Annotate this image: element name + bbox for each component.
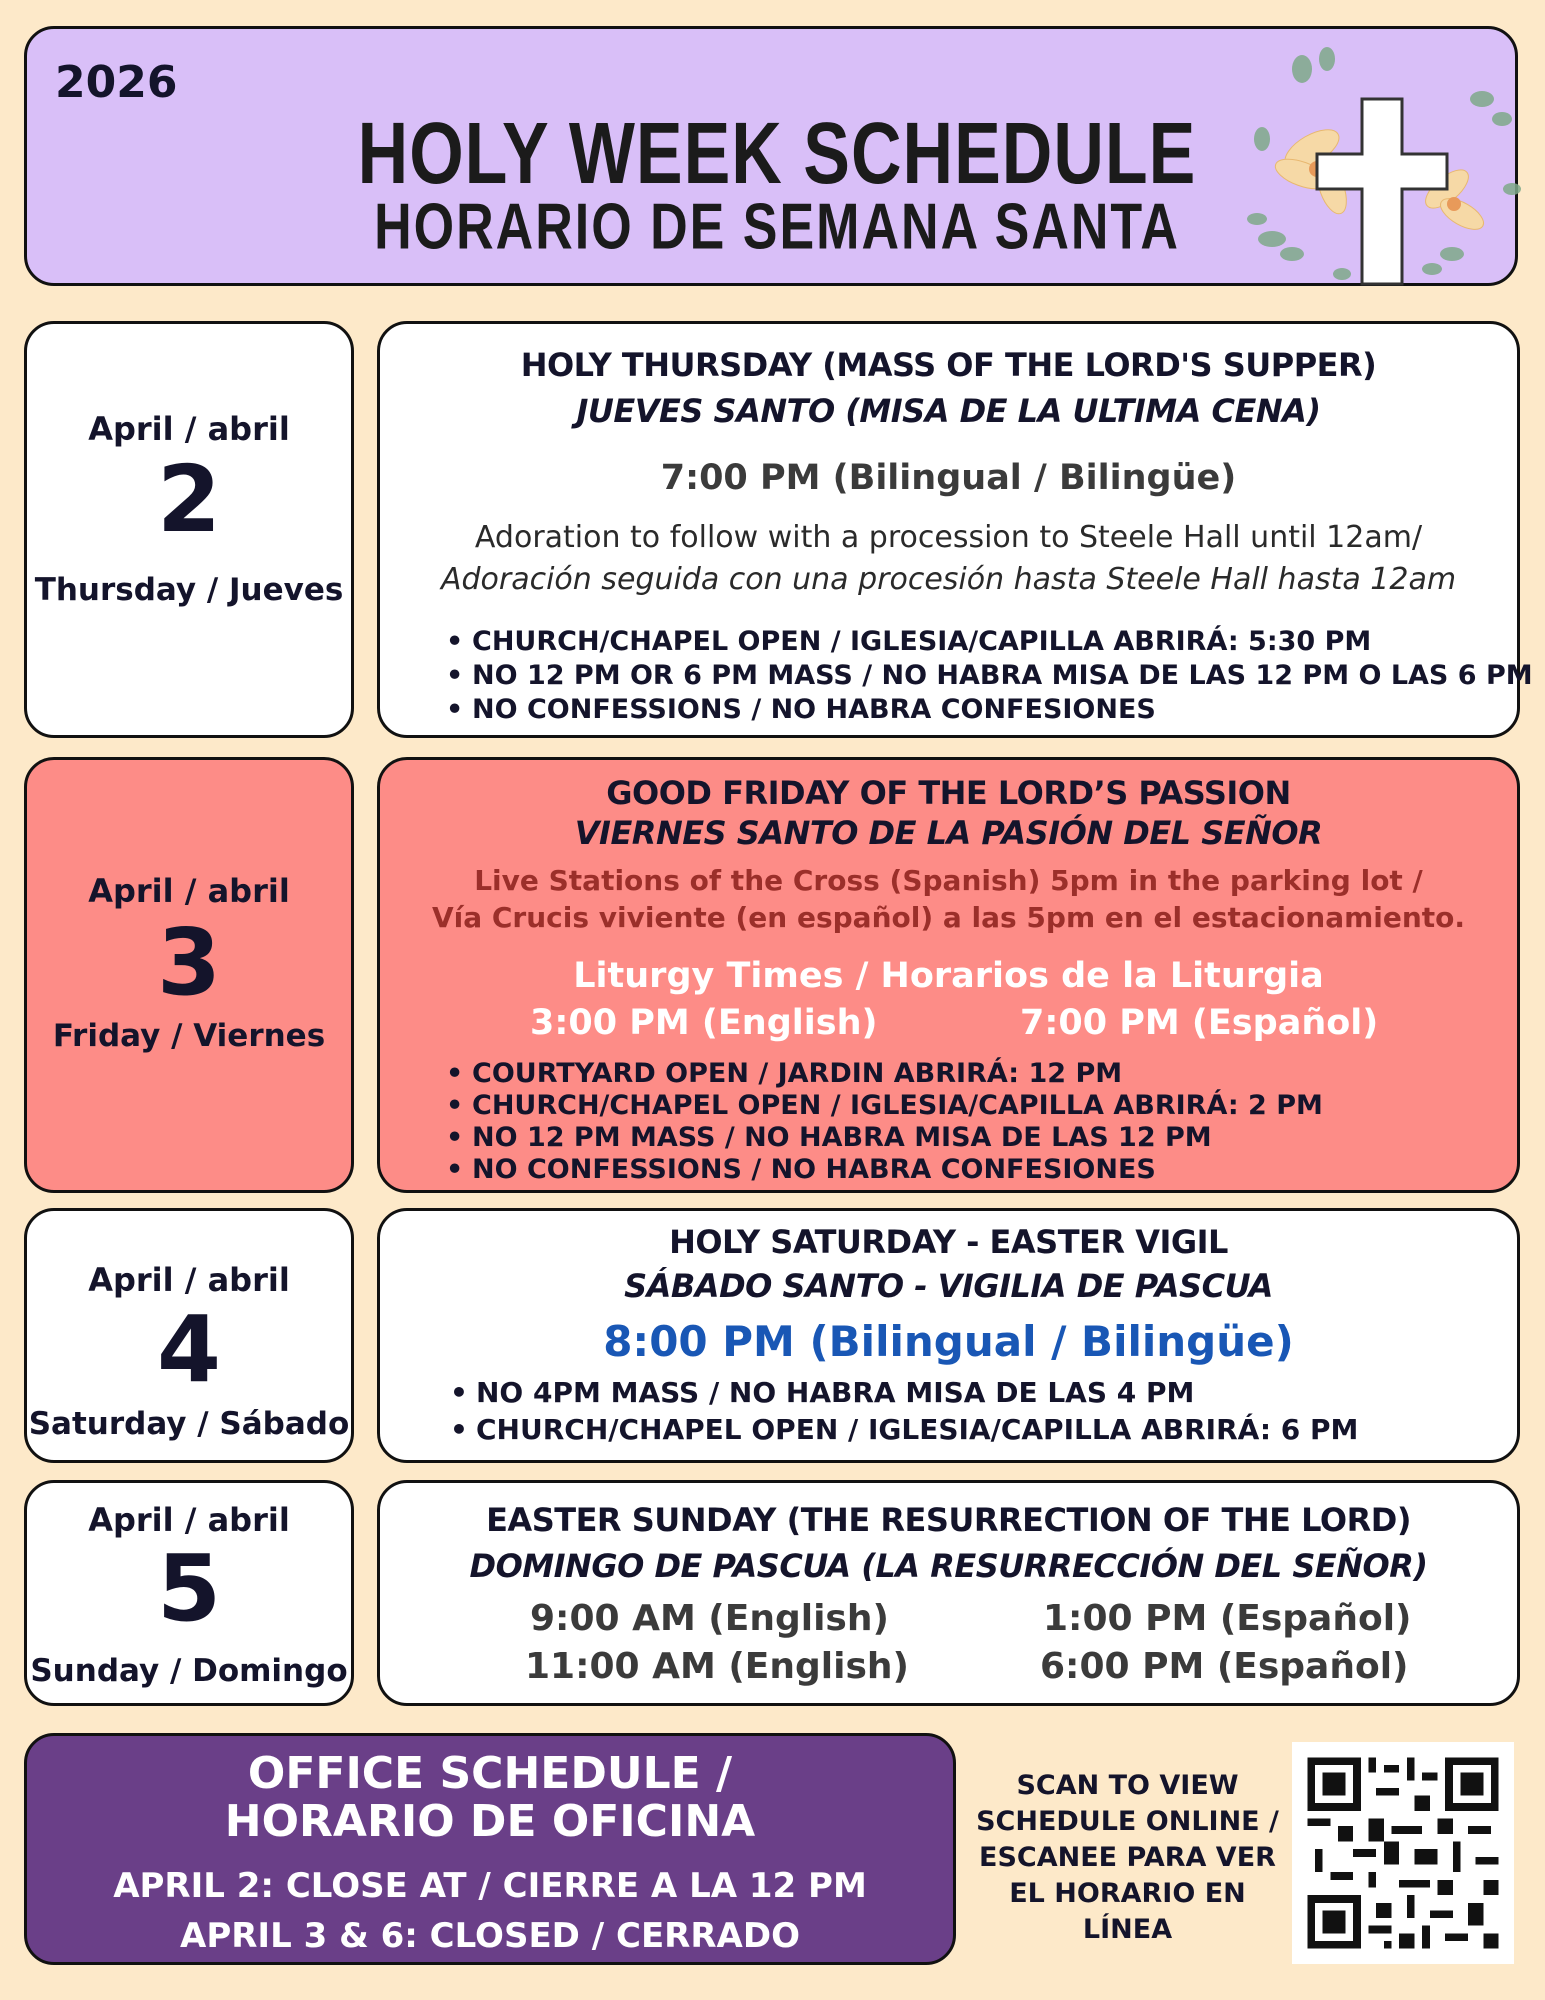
event-title-es: SÁBADO SANTO - VIGILIA DE PASCUA — [624, 1267, 1273, 1305]
office-title: OFFICE SCHEDULE / — [247, 1748, 733, 1799]
header-banner — [24, 26, 1518, 286]
event-bullets — [442, 1374, 1358, 1448]
date-month: April / abril — [88, 1261, 290, 1299]
mass-time: 11:00 AM (English) — [525, 1646, 909, 1687]
scan-line: LÍNEA — [1082, 1914, 1173, 1945]
mass-time: 1:00 PM (Español) — [1043, 1598, 1412, 1639]
event-card-easter-vigil — [377, 1208, 1520, 1463]
date-number: 4 — [156, 1296, 221, 1403]
scan-line: ESCANEE PARA VER — [979, 1842, 1276, 1873]
list-item: • NO CONFESSIONS / NO HABRA CONFESIONES — [438, 693, 1533, 727]
date-weekday: Friday / Viernes — [52, 1018, 326, 1054]
event-bullets — [438, 1058, 1323, 1186]
page-title: HOLY WEEK SCHEDULE — [357, 104, 1197, 202]
event-title: GOOD FRIDAY OF THE LORD’S PASSION — [606, 774, 1291, 812]
list-item: • NO 12 PM MASS / NO HABRA MISA DE LAS 12 PM — [438, 1122, 1323, 1154]
cross-with-flowers-icon — [1232, 39, 1532, 289]
event-bullets — [438, 625, 1533, 727]
event-title: EASTER SUNDAY (THE RESURRECTION OF THE LORD) — [486, 1501, 1411, 1539]
list-item: • CHURCH/CHAPEL OPEN / IGLESIA/CAPILLA ABRIRÁ: 2 PM — [438, 1090, 1323, 1122]
liturgy-time-en: 3:00 PM (English) — [530, 1003, 878, 1043]
office-schedule-card — [24, 1733, 956, 1965]
stations-note-es: Vía Crucis viviente (en español) a las 5pm en el estacionamiento. — [431, 901, 1466, 934]
stations-note: Live Stations of the Cross (Spanish) 5pm in the parking lot / — [474, 864, 1423, 897]
mass-time: 6:00 PM (Español) — [1040, 1646, 1409, 1687]
date-number: 5 — [156, 1535, 221, 1642]
scan-line: EL HORARIO EN — [1009, 1878, 1246, 1909]
page-subtitle: HORARIO DE SEMANA SANTA — [374, 190, 1180, 264]
scan-line: SCHEDULE ONLINE / — [976, 1806, 1279, 1837]
list-item: • CHURCH/CHAPEL OPEN / IGLESIA/CAPILLA ABRIRÁ: 6 PM — [442, 1411, 1358, 1448]
scan-instructions — [965, 1768, 1290, 1948]
date-month: April / abril — [88, 410, 290, 448]
list-item: • COURTYARD OPEN / JARDIN ABRIRÁ: 12 PM — [438, 1058, 1323, 1090]
event-title-es: VIERNES SANTO DE LA PASIÓN DEL SEÑOR — [574, 814, 1323, 852]
year-label: 2026 — [55, 57, 178, 108]
event-note: Adoration to follow with a procession to Steele Hall until 12am/ — [474, 520, 1423, 555]
date-month: April / abril — [88, 1501, 290, 1539]
event-time: 7:00 PM (Bilingual / Bilingüe) — [660, 458, 1237, 498]
mass-time: 9:00 AM (English) — [530, 1598, 889, 1639]
list-item: • NO 4PM MASS / NO HABRA MISA DE LAS 4 PM — [442, 1374, 1358, 1411]
list-item: • NO 12 PM OR 6 PM MASS / NO HABRA MISA DE LAS 12 PM O LAS 6 PM — [438, 659, 1533, 693]
date-card-friday — [24, 757, 354, 1193]
event-note-es: Adoración seguida con una procesión hasta Steele Hall hasta 12am — [440, 562, 1457, 597]
event-card-holy-thursday — [377, 321, 1533, 738]
date-weekday: Saturday / Sábado — [28, 1406, 350, 1442]
event-time: 8:00 PM (Bilingual / Bilingüe) — [603, 1317, 1294, 1366]
date-weekday: Thursday / Jueves — [34, 572, 344, 608]
date-card-thursday — [24, 321, 354, 738]
event-card-good-friday — [377, 757, 1520, 1193]
list-item: • NO CONFESSIONS / NO HABRA CONFESIONES — [438, 1154, 1323, 1186]
event-title-es: JUEVES SANTO (MISA DE LA ULTIMA CENA) — [576, 392, 1321, 430]
date-number: 2 — [156, 446, 221, 553]
office-title-es: HORARIO DE OFICINA — [224, 1796, 756, 1847]
date-weekday: Sunday / Domingo — [30, 1653, 348, 1689]
qr-code-icon[interactable] — [1292, 1742, 1514, 1964]
event-title: HOLY THURSDAY (MASS OF THE LORD'S SUPPER) — [520, 346, 1377, 384]
date-number: 3 — [156, 909, 221, 1016]
event-title-es: DOMINGO DE PASCUA (LA RESURRECCIÓN DEL SEÑOR) — [469, 1547, 1428, 1585]
office-line: APRIL 2: CLOSE AT / CIERRE A LA 12 PM — [113, 1866, 867, 1906]
event-title: HOLY SATURDAY - EASTER VIGIL — [669, 1223, 1228, 1261]
event-card-easter-sunday — [377, 1480, 1520, 1706]
scan-line: SCAN TO VIEW — [1016, 1770, 1239, 1801]
date-card-saturday — [24, 1208, 354, 1463]
liturgy-label: Liturgy Times / Horarios de la Liturgia — [573, 956, 1324, 996]
office-line: APRIL 3 & 6: CLOSED / CERRADO — [180, 1916, 800, 1956]
list-item: • CHURCH/CHAPEL OPEN / IGLESIA/CAPILLA ABRIRÁ: 5:30 PM — [438, 625, 1533, 659]
date-month: April / abril — [88, 872, 290, 910]
liturgy-time-es: 7:00 PM (Español) — [1020, 1003, 1379, 1043]
date-card-sunday — [24, 1480, 354, 1706]
